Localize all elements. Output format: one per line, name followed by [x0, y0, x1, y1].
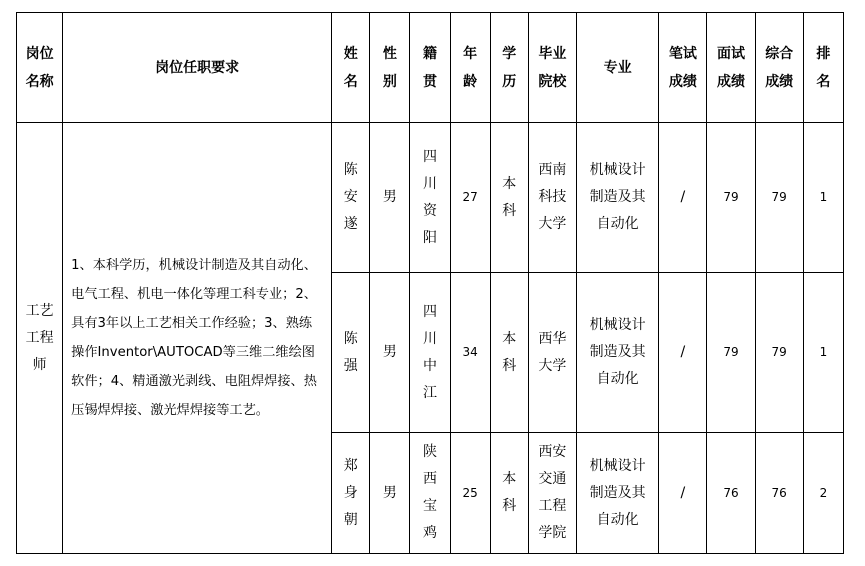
gender-cell: 男 [370, 123, 410, 273]
age-cell: 34 [450, 273, 490, 433]
header-cell: 面试 成绩 [707, 13, 755, 123]
header-cell: 笔试 成绩 [659, 13, 707, 123]
header-row [17, 13, 844, 123]
header-cell: 专业 [576, 13, 658, 123]
table-row [17, 123, 844, 273]
major-cell: 机械设计 制造及其 自动化 [576, 123, 658, 273]
written-score-cell: / [659, 273, 707, 433]
education-cell: 本 科 [490, 123, 528, 273]
header-cell: 籍 贯 [410, 13, 450, 123]
gender-cell: 男 [370, 433, 410, 554]
interview-score-cell: 79 [707, 123, 755, 273]
school-cell: 西安 交通 工程 学院 [528, 433, 576, 554]
header-cell: 姓 名 [332, 13, 370, 123]
name-cell: 陈 强 [332, 273, 370, 433]
major-cell: 机械设计 制造及其 自动化 [576, 273, 658, 433]
header-cell: 排 名 [803, 13, 843, 123]
rank-cell: 2 [803, 433, 843, 554]
position-cell: 工艺 工程 师 [17, 123, 63, 554]
major-cell: 机械设计 制造及其 自动化 [576, 433, 658, 554]
gender-cell: 男 [370, 273, 410, 433]
school-cell: 西华 大学 [528, 273, 576, 433]
header-cell: 综合 成绩 [755, 13, 803, 123]
school-cell: 西南 科技 大学 [528, 123, 576, 273]
interview-score-cell: 76 [707, 433, 755, 554]
header-cell: 年 龄 [450, 13, 490, 123]
requirements-cell: 1、本科学历，机械设计制造及其自动化、电气工程、机电一体化等理工科专业；2、具有3年以上工艺相关工作经验；3、熟练操作Inventor\AUTOCAD等三维二维绘图软件；4、精通激光剥线、电阻焊焊接、热压锡焊焊接、激光焊焊接等工艺。 [63, 123, 332, 554]
header-cell: 性 别 [370, 13, 410, 123]
name-cell: 郑 身 朝 [332, 433, 370, 554]
written-score-cell: / [659, 433, 707, 554]
origin-cell: 四 川 中 江 [410, 273, 450, 433]
header-cell: 毕业 院校 [528, 13, 576, 123]
results-table [16, 12, 844, 554]
rank-cell: 1 [803, 123, 843, 273]
total-score-cell: 79 [755, 123, 803, 273]
written-score-cell: / [659, 123, 707, 273]
rank-cell: 1 [803, 273, 843, 433]
origin-cell: 陕 西 宝 鸡 [410, 433, 450, 554]
education-cell: 本 科 [490, 273, 528, 433]
age-cell: 25 [450, 433, 490, 554]
header-cell: 岗位任职要求 [63, 13, 332, 123]
origin-cell: 四 川 资 阳 [410, 123, 450, 273]
total-score-cell: 79 [755, 273, 803, 433]
header-cell: 学 历 [490, 13, 528, 123]
name-cell: 陈 安 遂 [332, 123, 370, 273]
interview-score-cell: 79 [707, 273, 755, 433]
header-cell: 岗位 名称 [17, 13, 63, 123]
age-cell: 27 [450, 123, 490, 273]
total-score-cell: 76 [755, 433, 803, 554]
education-cell: 本 科 [490, 433, 528, 554]
